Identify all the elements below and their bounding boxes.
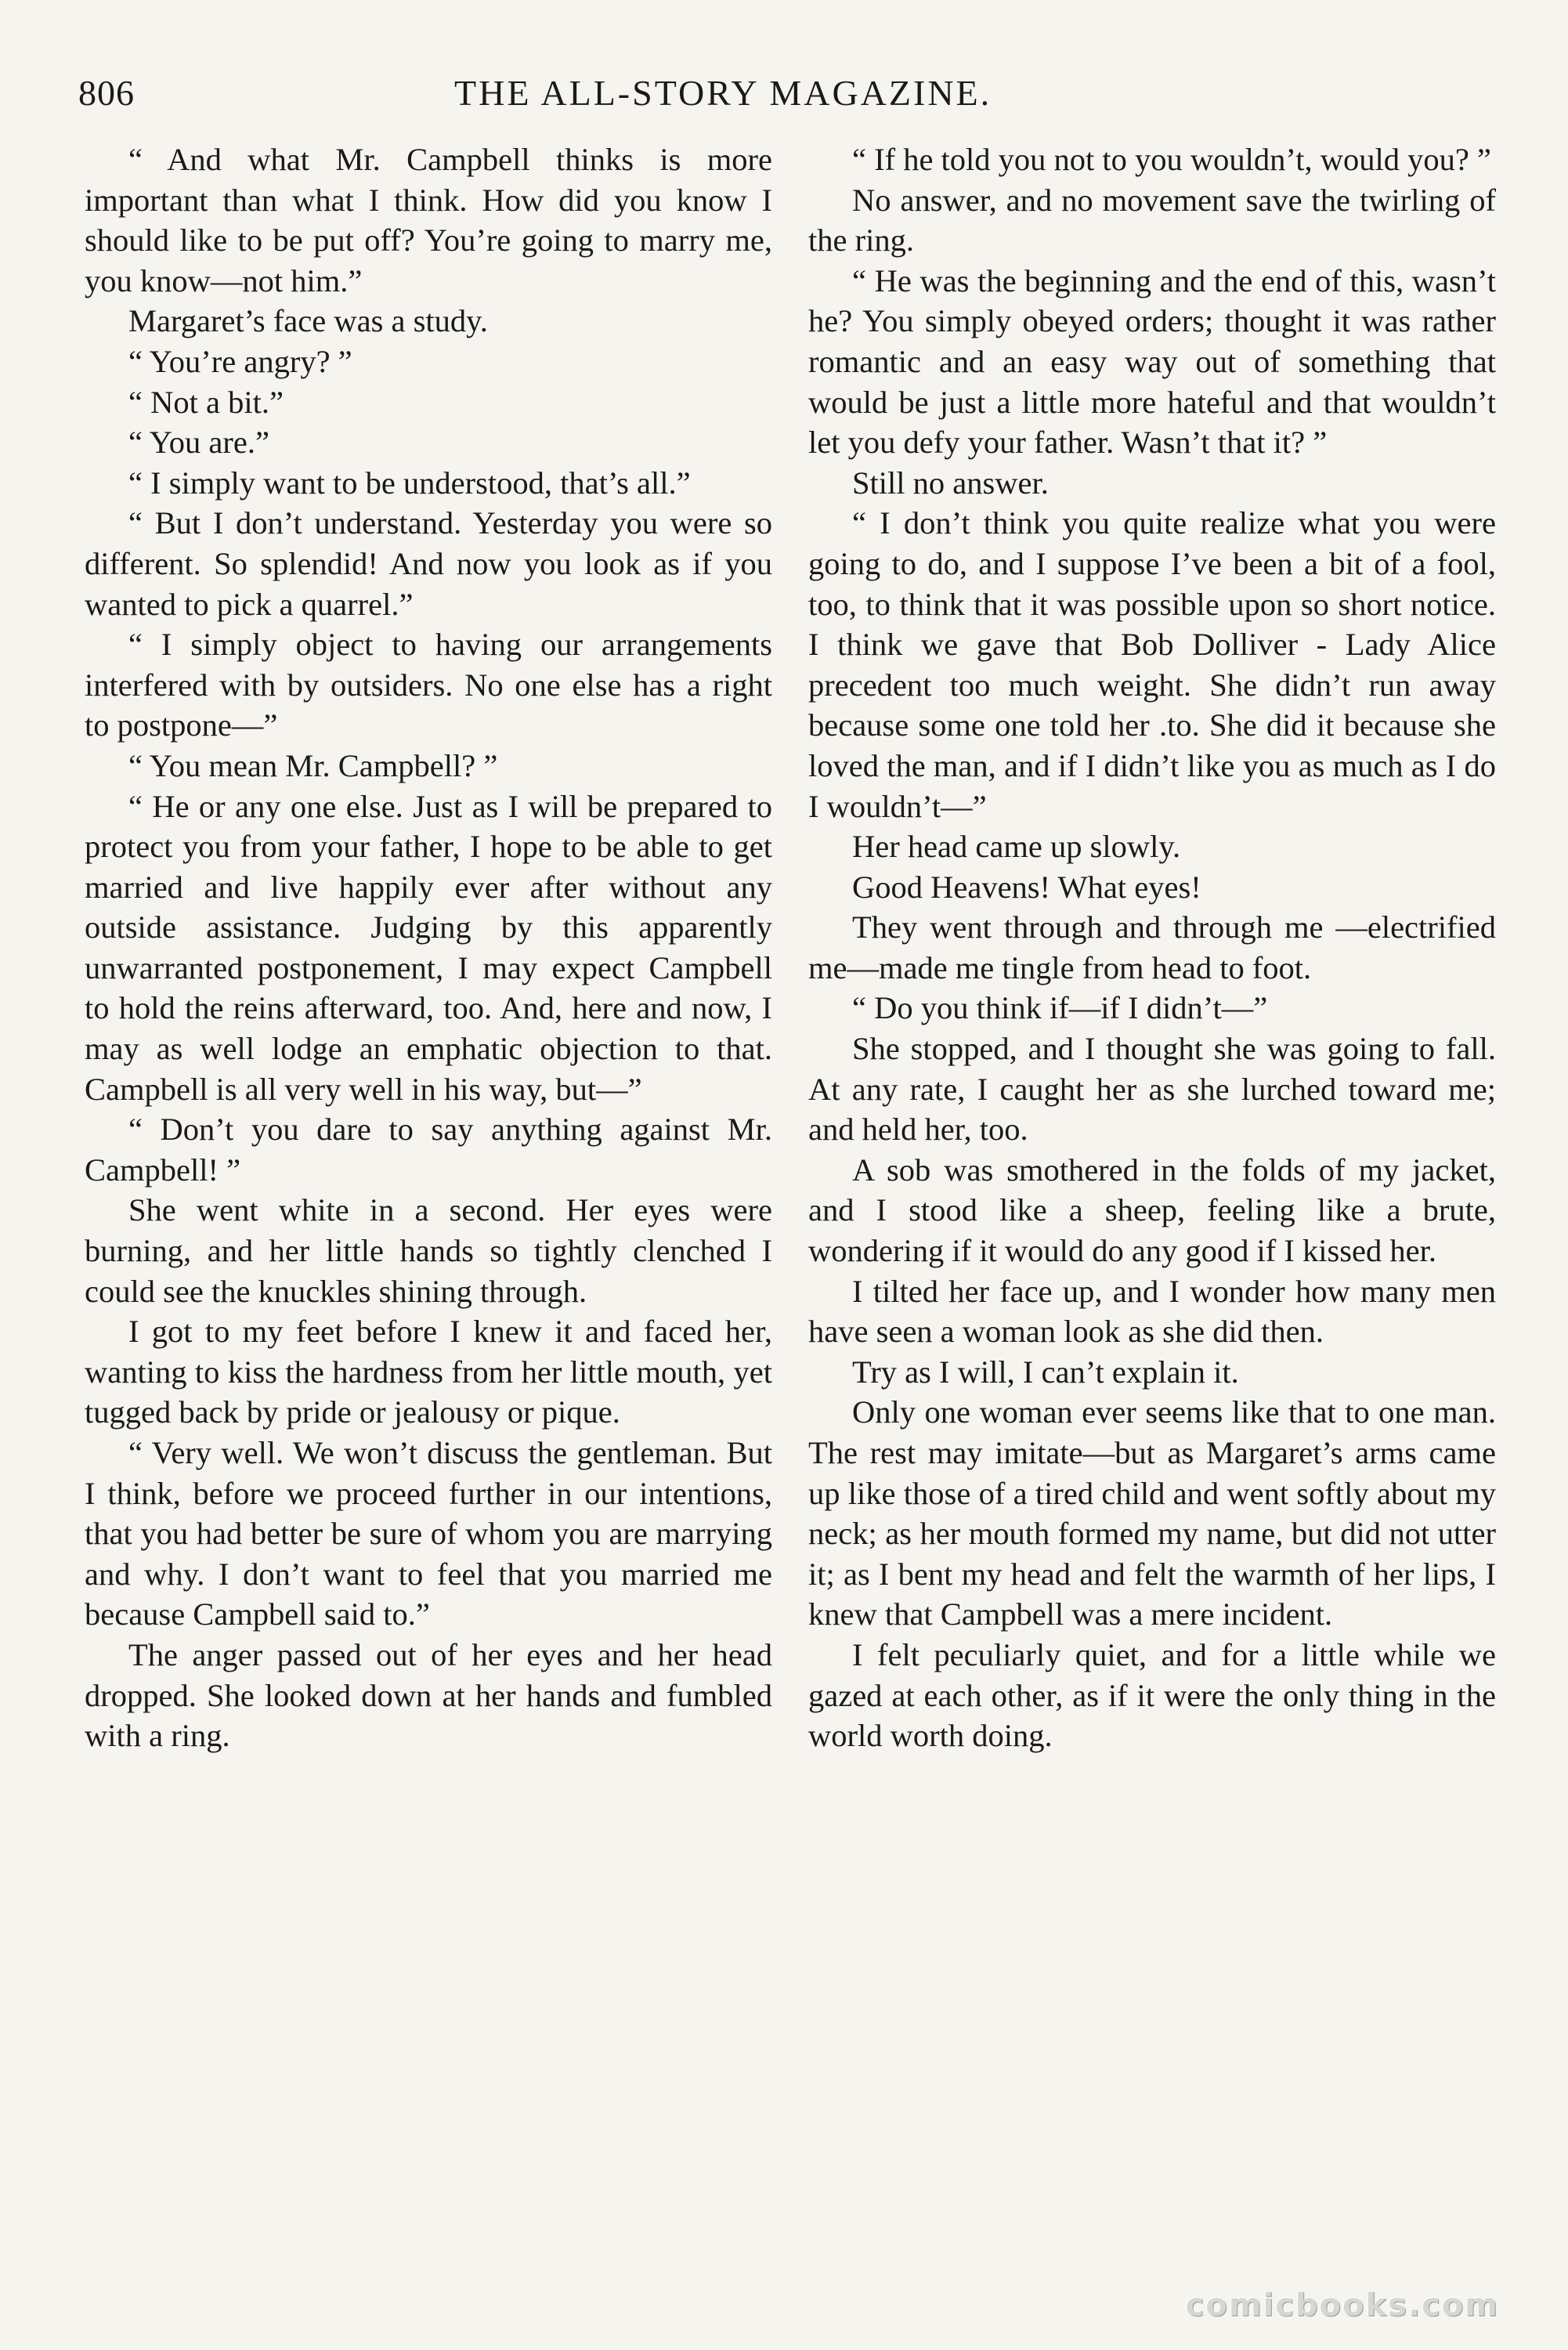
paragraph: Still no answer. (852, 465, 1049, 501)
paragraph: She stopped, and I thought she was going to fall. At any rate, I caught her as she lurched toward me; and held her, too. (808, 1031, 1496, 1148)
paragraph: “ Don’t you dare to say anything against Mr. Campbell! ” (85, 1112, 772, 1188)
paragraph: She went white in a second. Her eyes were burning, and her little hands so tightly clenched I could see the knuckles shining through. (85, 1192, 772, 1309)
paragraph: “ He was the beginning and the end of this, wasn’t he? You simply obeyed orders; thought it was rather romantic and an easy way out of something that would be just a little more hateful and that wouldn’t let you defy your father. Wasn’t that it? ” (808, 262, 1496, 461)
left-column (85, 139, 772, 1756)
paragraph: Good Heavens! What eyes! (852, 869, 1201, 905)
paragraph: I tilted her face up, and I wonder how many men have seen a woman look as she did then. (808, 1273, 1496, 1350)
page-header (78, 72, 1504, 127)
paragraph: “ He or any one else. Just as I will be prepared to protect you from your father, I hope to be able to get married and live happily ever after without any outside assistance. Judging by this apparently unwarranted postponement, I may expect Campbell to hold the reins afterward, too. And, here and now, I may as well lodge an emphatic objection to that. Campbell is all very well in his way, but—” (85, 788, 772, 1107)
paragraph: “ Very well. We won’t discuss the gentleman. But I think, before we proceed further in our intentions, that you had better be sure of whom you are marrying and why. I don’t want to feel that you married me because Campbell said to.” (85, 1435, 772, 1632)
paragraph: “ And what Mr. Campbell thinks is more important than what I think. How did you know I should like to be put off? You’re going to marry me, you know—not him.” (85, 142, 772, 298)
watermark: comicbooks.com (1185, 2287, 1499, 2323)
page-number: 806 (78, 73, 135, 113)
right-column (808, 139, 1496, 1756)
paragraph: A sob was smothered in the folds of my jacket, and I stood like a sheep, feeling like a brute, wondering if it would do any good if I kissed her. (808, 1152, 1496, 1269)
paragraph: “ Not a bit.” (128, 384, 284, 420)
paragraph: “ But I don’t understand. Yesterday you were so different. So splendid! And now you look as if you wanted to pick a quarrel.” (85, 505, 772, 622)
paragraph: “ I simply want to be understood, that’s all.” (128, 465, 691, 501)
paragraph: I got to my feet before I knew it and faced her, wanting to kiss the hardness from her little mouth, yet tugged back by pride or jealousy or pique. (85, 1314, 772, 1430)
paragraph: Margaret’s face was a study. (128, 303, 488, 339)
paragraph: I felt peculiarly quiet, and for a little while we gazed at each other, as if it were the only thing in the world worth doing. (808, 1636, 1496, 1754)
paragraph: “ I don’t think you quite realize what you were going to do, and I suppose I’ve been a bit of a fool, too, to think that it was possible upon so short notice. I think we gave that Bob Dolliver - Lady Alice precedent too much weight. She didn’t run away because some one told her .to. She did it because she loved the man, and if I didn’t like you as much as I do I wouldn’t—” (808, 505, 1496, 824)
paragraph: “ You mean Mr. Campbell? ” (128, 747, 498, 783)
paragraph: “ You are.” (128, 425, 269, 461)
paragraph: No answer, and no movement save the twirling of the ring. (808, 182, 1496, 258)
paragraph: The anger passed out of her eyes and her head dropped. She looked down at her hands and fumbled with a ring. (85, 1636, 772, 1754)
paragraph: “ You’re angry? ” (128, 343, 352, 379)
paragraph: “ Do you think if—if I didn’t—” (852, 990, 1268, 1026)
paragraph: “ If he told you not to you wouldn’t, would you? ” (852, 142, 1491, 177)
paragraph: They went through and through me —electrified me—made me tingle from head to foot. (808, 909, 1496, 985)
magazine-title: THE ALL-STORY MAGAZINE. (454, 73, 992, 113)
paragraph: Her head came up slowly. (852, 829, 1181, 865)
paragraph: Only one woman ever seems like that to one man. The rest may imitate—but as Margaret’s arms came up like those of a tired child and went softly about my neck; as her mouth formed my name, but did not utter it; as I bent my head and felt the warmth of her lips, I knew that Campbell was a mere incident. (808, 1394, 1496, 1632)
paragraph: Try as I will, I can’t explain it. (852, 1354, 1239, 1390)
paragraph: “ I simply object to having our arrangements interfered with by outsiders. No one else has a right to postpone—” (85, 627, 772, 743)
